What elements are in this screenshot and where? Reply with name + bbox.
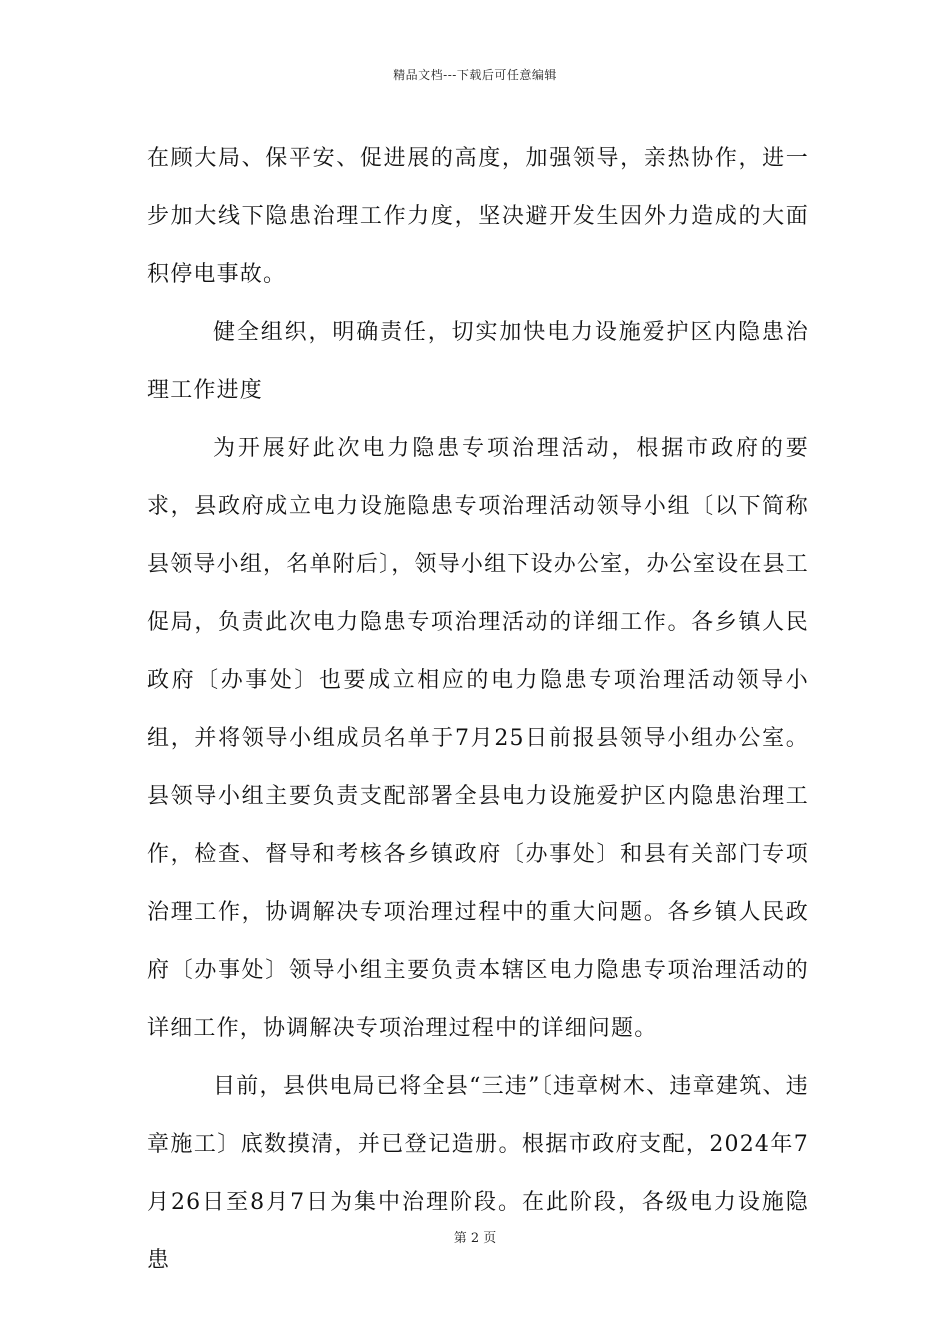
paragraph-current-status: 目前，县供电局已将全县“三违”〔违章树木、违章建筑、违章施工〕底数摸清，并已登记造册。根据市政府支配，2024年7月26日至8月7日为集中治理阶段。在此阶段，各级电力设施隐患 <box>147 1074 809 1273</box>
section-heading: 健全组织，明确责任，切实加快电力设施爱护区内隐患治理工作进度 <box>147 320 809 403</box>
document-body <box>147 130 809 1290</box>
page-header: 精品文档---下载后可任意编辑 <box>393 68 557 82</box>
page-number: 第 2 页 <box>453 1231 497 1246</box>
paragraph-organization: 为开展好此次电力隐患专项治理活动，根据市政府的要求，县政府成立电力设施隐患专项治理活动领导小组〔以下简称县领导小组，名单附后〕，领导小组下设办公室，办公室设在县工促局，负责此次电力隐患专项治理活动的详细工作。各乡镇人民政府〔办事处〕也要成立相应的电力隐患专项治理活动领导小组，并将领导小组成员名单于7月25日前报县领导小组办公室。县领导小组主要负责支配部署全县电力设施爱护区内隐患治理工作，检查、督导和考核各乡镇政府〔办事处〕和县有关部门专项治理工作，协调解决专项治理过程中的重大问题。各乡镇人民政府〔办事处〕领导小组主要负责本辖区电力隐患专项治理活动的详细工作，协调解决专项治理过程中的详细问题。 <box>147 436 809 1041</box>
paragraph-continuation: 在顾大局、保平安、促进展的高度，加强领导，亲热协作，进一步加大线下隐患治理工作力度，坚决避开发生因外力造成的大面积停电事故。 <box>147 146 809 287</box>
